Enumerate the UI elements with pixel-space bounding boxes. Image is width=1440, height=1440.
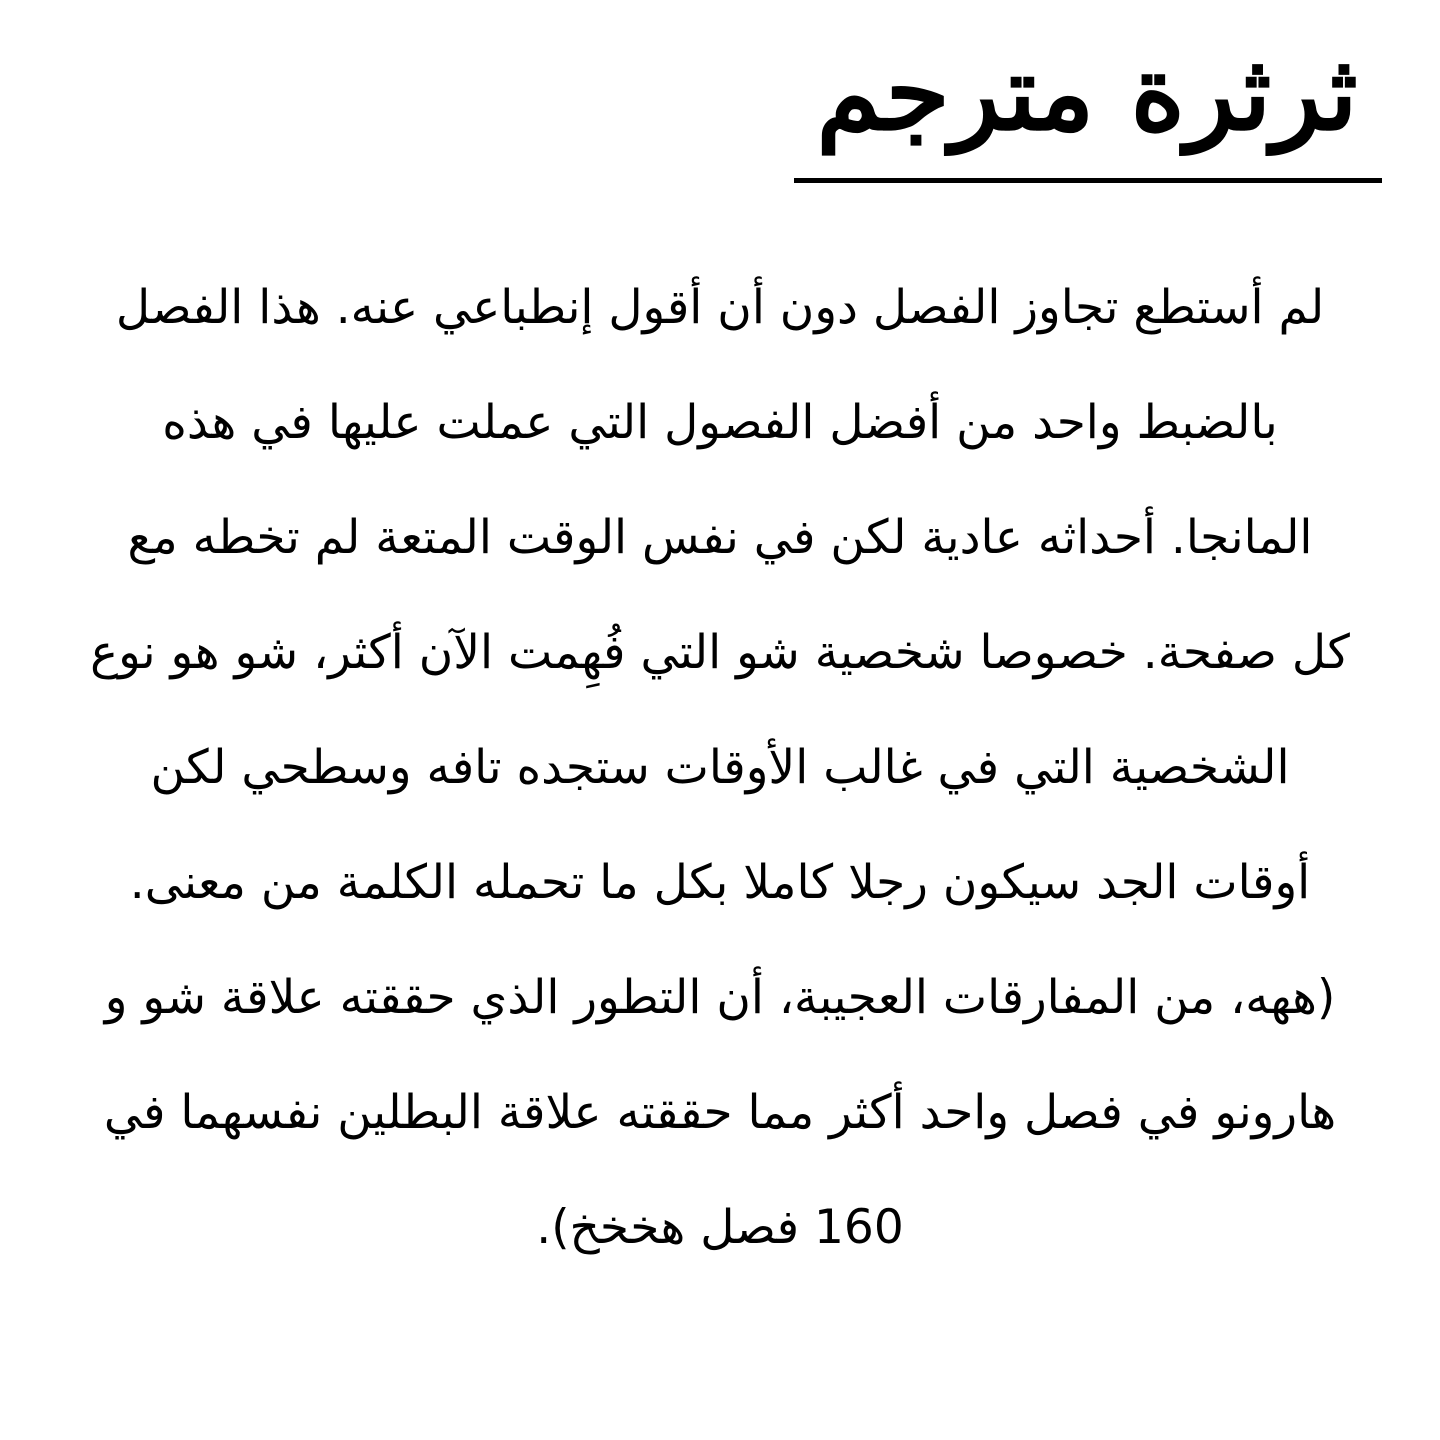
paragraph-line: كل صفحة. خصوصا شخصية شو التي فُهِمت الآن أكثر، شو هو نوع xyxy=(90,625,1350,680)
paragraph-line: المانجا. أحداثه عادية لكن في نفس الوقت المتعة لم تخطه مع xyxy=(127,510,1313,565)
paragraph-line: 160 فصل هخخخ). xyxy=(536,1200,904,1255)
title-block xyxy=(792,8,1382,188)
page-title: ثرثرة مترجم xyxy=(816,31,1358,154)
paragraph-line: (ههه، من المفارقات العجيبة، أن التطور الذي حققته علاقة شو و xyxy=(104,970,1336,1025)
paragraph-line: الشخصية التي في غالب الأوقات ستجده تافه وسطحي لكن xyxy=(150,740,1290,795)
paragraph-line: هارونو في فصل واحد أكثر مما حققته علاقة البطلين نفسهما في xyxy=(103,1085,1337,1140)
paragraph-line: أوقات الجد سيكون رجلا كاملا بكل ما تحمله الكلمة من معنى. xyxy=(129,855,1311,910)
note-paragraph xyxy=(30,252,1410,1287)
paragraph-line: بالضبط واحد من أفضل الفصول التي عملت عليها في هذه xyxy=(162,395,1278,450)
title-underline xyxy=(794,178,1382,183)
paragraph-line: لم أستطع تجاوز الفصل دون أن أقول إنطباعي عنه. هذا الفصل xyxy=(115,280,1325,335)
